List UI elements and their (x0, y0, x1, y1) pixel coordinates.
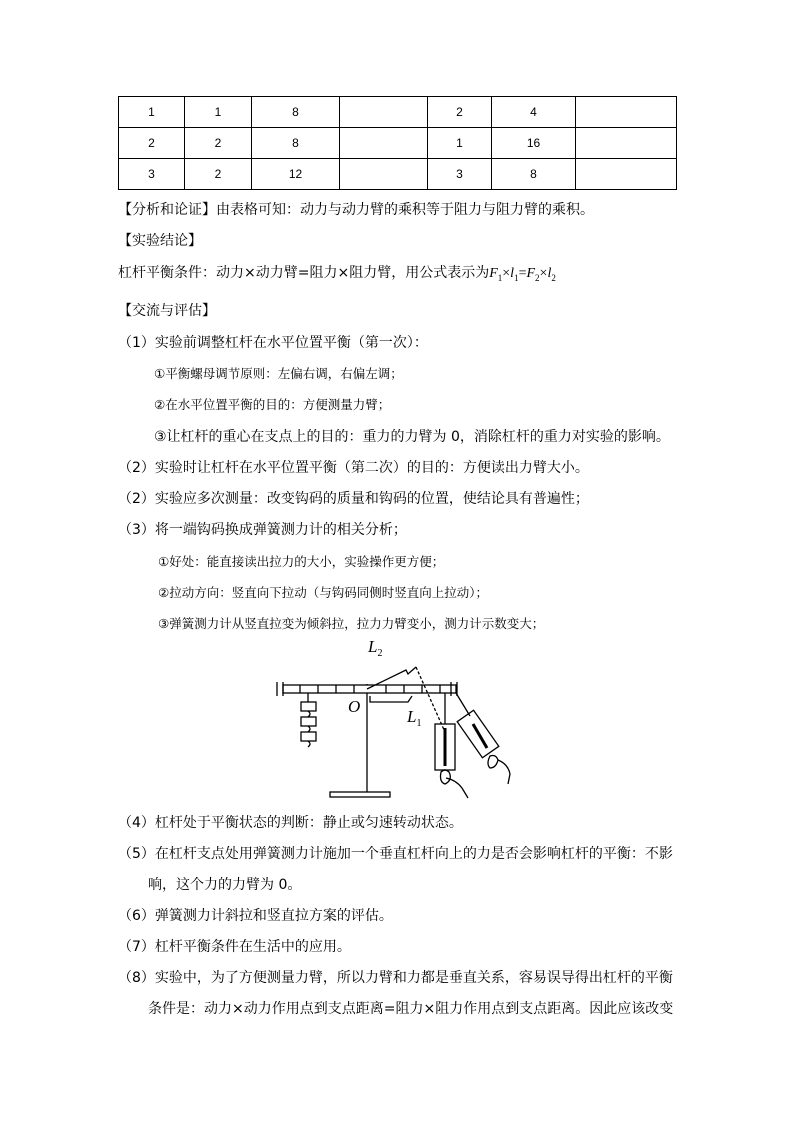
list-item: （8）实验中，为了方便测量力臂，所以力臂和力都是垂直关系，容易误导得出杠杆的平衡 (118, 970, 673, 986)
table-cell: 1 (185, 97, 252, 128)
table-cell: 3 (119, 159, 185, 190)
spring-scale-tilted (456, 693, 510, 784)
list-item-continuation: 响，这个力的力臂为 0。 (148, 877, 302, 893)
table-row (119, 159, 677, 190)
conclusion-paragraph (118, 263, 556, 288)
table-cell: 12 (252, 159, 340, 190)
force-arm-l1 (370, 696, 412, 702)
spring-scale-vertical (435, 693, 468, 798)
list-item: （2）实验应多次测量：改变钩码的质量和钩码的位置，使结论具有普遍性； (118, 491, 589, 507)
table-cell (340, 159, 428, 190)
conclusion-heading: 【实验结论】 (118, 233, 202, 249)
table-cell (340, 128, 428, 159)
label-l1: $L_1$ (407, 707, 422, 729)
list-subitem: ②拉动方向：竖直向下拉动（与钩码同侧时竖直向上拉动）； (158, 585, 488, 600)
list-item: （2）实验时让杠杆在水平位置平衡（第二次）的目的：方便读出力臂大小。 (118, 460, 589, 476)
conclusion-text: 杠杆平衡条件：动力×动力臂=阻力×阻力臂，用公式表示为 (118, 265, 490, 281)
hook-weights (301, 693, 316, 747)
table-cell: 8 (252, 128, 340, 159)
lever-diagram (270, 632, 530, 804)
list-subitem: ③让杠杆的重心在支点上的目的：重力的力臂为 0，消除杠杆的重力对实验的影响。 (154, 429, 670, 445)
table-cell: 16 (492, 128, 576, 159)
table-row (119, 97, 677, 128)
table-cell (340, 97, 428, 128)
list-item: （5）在杠杆支点处用弹簧测力计施加一个垂直杠杆向上的力是否会影响杠杆的平衡：不影 (118, 846, 673, 862)
list-item-continuation: 条件是：动力×动力作用点到支点距离=阻力×阻力作用点到支点距离。因此应该改变 (148, 1001, 674, 1017)
table-cell: 2 (119, 128, 185, 159)
table-cell (576, 97, 677, 128)
label-pivot-o: O (348, 697, 361, 716)
stand-base (330, 792, 390, 797)
list-subitem: ②在水平位置平衡的目的：方便测量力臂； (154, 397, 391, 412)
table-cell (576, 159, 677, 190)
table-cell: 4 (492, 97, 576, 128)
lever-bar (283, 685, 456, 693)
data-table (118, 96, 677, 190)
analysis-paragraph: 【分析和论证】由表格可知：动力与动力臂的乘积等于阻力与阻力臂的乘积。 (118, 202, 594, 218)
label-l2: $L_2$ (368, 637, 383, 659)
table-cell: 3 (428, 159, 492, 190)
list-item: （7）杠杆平衡条件在生活中的应用。 (118, 939, 351, 955)
table-cell: 2 (428, 97, 492, 128)
list-item: （4）杠杆处于平衡状态的判断：静止或匀速转动状态。 (118, 815, 463, 831)
list-item: （6）弹簧测力计斜拉和竖直拉方案的评估。 (118, 908, 393, 924)
table-cell: 1 (428, 128, 492, 159)
evaluation-heading: 【交流与评估】 (118, 303, 216, 319)
table-cell: 8 (492, 159, 576, 190)
table-cell (576, 128, 677, 159)
table-row (119, 128, 677, 159)
table-cell: 2 (185, 159, 252, 190)
table-cell: 8 (252, 97, 340, 128)
table-cell: 1 (119, 97, 185, 128)
list-subitem: ③弹簧测力计从竖直拉变为倾斜拉，拉力力臂变小，测力计示数变大； (158, 616, 545, 631)
balance-formula: $F_1\times l_1=F_2\times l_2$ (489, 266, 556, 283)
list-item: （3）将一端钩码换成弹簧测力计的相关分析； (118, 522, 407, 538)
list-item: （1）实验前调整杠杆在水平位置平衡（第一次）： (118, 335, 428, 351)
list-subitem: ①平衡螺母调节原则：左偏右调，右偏左调； (154, 366, 403, 381)
list-subitem: ①好处：能直接读出拉力的大小，实验操作更方便； (158, 554, 445, 569)
table-cell: 2 (185, 128, 252, 159)
